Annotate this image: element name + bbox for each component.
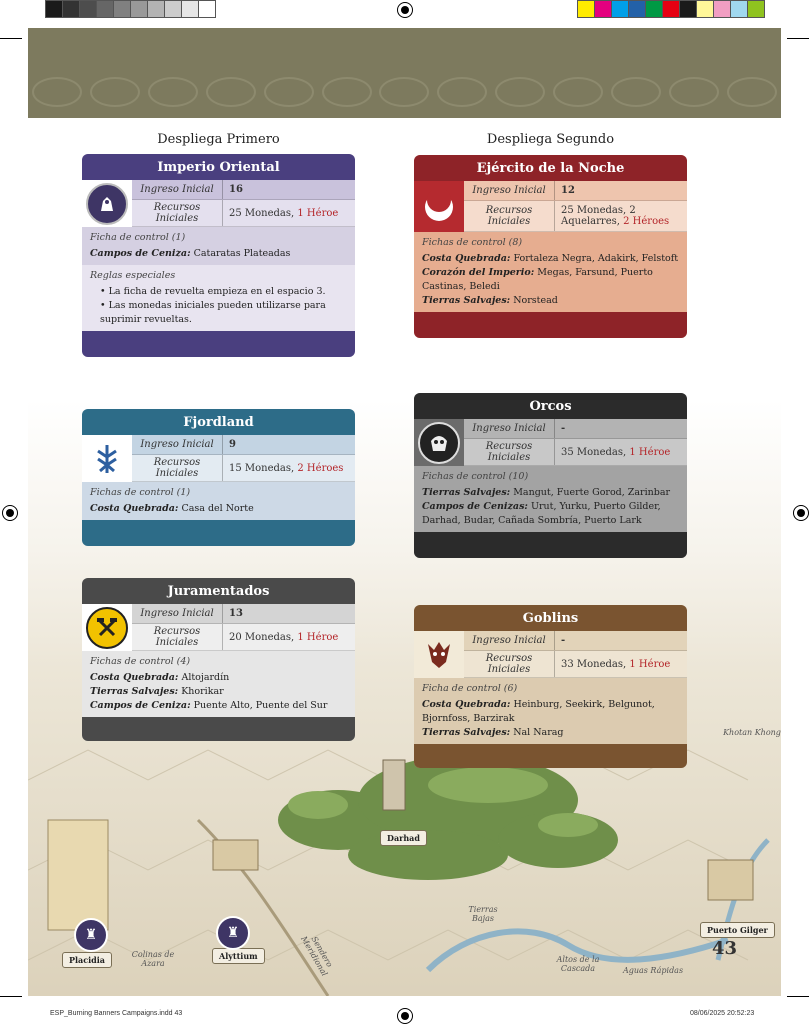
fichas-line: Tierras Salvajes: Norstead bbox=[422, 295, 558, 306]
fichas-heading: Ficha de control (6) bbox=[422, 683, 518, 694]
card-footer-pattern bbox=[414, 532, 687, 558]
color-swatch bbox=[577, 0, 595, 18]
town-alyttium: Alyttium bbox=[212, 948, 265, 964]
crop-mark bbox=[787, 996, 809, 997]
card-footer-pattern bbox=[414, 744, 687, 768]
recursos-label: Recursos Iniciales bbox=[153, 457, 201, 479]
ingreso-label: Ingreso Inicial bbox=[140, 184, 214, 195]
color-swatch bbox=[147, 0, 165, 18]
ingreso-value: 16 bbox=[222, 180, 355, 199]
color-swatch bbox=[45, 0, 63, 18]
color-swatch bbox=[130, 0, 148, 18]
faction-card-fjordland bbox=[82, 409, 355, 546]
fichas-line: Tierras Salvajes: Mangut, Fuerte Gorod, Zarinbar bbox=[422, 487, 671, 498]
color-swatch bbox=[628, 0, 646, 18]
card-footer-pattern bbox=[414, 312, 687, 338]
page-number: 43 bbox=[712, 938, 738, 959]
card-title: Imperio Oriental bbox=[82, 154, 355, 180]
fichas-line: Campos de Ceniza: Cataratas Plateadas bbox=[90, 248, 291, 259]
faction-card-imperio-oriental bbox=[82, 154, 355, 357]
color-swatch bbox=[645, 0, 663, 18]
footer-file: ESP_Burning Banners Campaigns.indd 43 bbox=[50, 1010, 183, 1017]
rule-item: • Las monedas iniciales pueden utilizarse para suprimir revueltas. bbox=[100, 299, 347, 327]
color-swatch-bar bbox=[578, 0, 765, 18]
color-swatch bbox=[679, 0, 697, 18]
emblem bbox=[414, 181, 464, 232]
color-swatch bbox=[164, 0, 182, 18]
color-swatch bbox=[747, 0, 765, 18]
card-footer-pattern bbox=[82, 717, 355, 741]
recursos-label: Recursos Iniciales bbox=[153, 626, 201, 648]
ingreso-value: - bbox=[554, 631, 687, 650]
fichas-line: Corazón del Imperio: Megas, Farsund, Puerto Castinas, Beledi bbox=[422, 267, 653, 292]
color-swatch bbox=[662, 0, 680, 18]
color-swatch bbox=[611, 0, 629, 18]
fichas-line: Campos de Cenizas: Urut, Yurku, Puerto Gilder, Darhad, Budar, Cañada Sombría, Puerto Lark bbox=[422, 501, 661, 526]
map-label-khotan: Khotan Khong bbox=[723, 728, 781, 737]
map-label-aguas: Aguas Rápidas bbox=[622, 966, 684, 975]
fichas-line: Costa Quebrada: Casa del Norte bbox=[90, 503, 254, 514]
reglas-heading: Reglas especiales bbox=[90, 270, 176, 281]
card-title: Ejército de la Noche bbox=[414, 155, 687, 181]
fichas-line: Costa Quebrada: Altojardín bbox=[90, 672, 230, 683]
faction-card-juramentados bbox=[82, 578, 355, 741]
ingreso-value: - bbox=[554, 419, 687, 438]
town-placidia: Placidia bbox=[62, 952, 112, 968]
crossed-hammers-icon bbox=[86, 607, 128, 649]
emblem bbox=[82, 435, 132, 482]
ingreso-label: Ingreso Inicial bbox=[472, 635, 546, 646]
ingreso-value: 9 bbox=[222, 435, 355, 454]
recursos-value: 35 Monedas, 1 Héroe bbox=[554, 439, 687, 465]
ingreso-label: Ingreso Inicial bbox=[140, 608, 214, 619]
fichas-line: Tierras Salvajes: Khorikar bbox=[90, 686, 224, 697]
recursos-label: Recursos Iniciales bbox=[485, 441, 533, 463]
celtic-knot-banner bbox=[28, 28, 781, 118]
emblem bbox=[414, 631, 464, 678]
color-swatch bbox=[113, 0, 131, 18]
registration-mark-left bbox=[2, 505, 18, 521]
color-swatch bbox=[79, 0, 97, 18]
ingreso-label: Ingreso Inicial bbox=[472, 423, 546, 434]
recursos-value: 15 Monedas, 2 Héroes bbox=[222, 455, 355, 481]
map-label-altos: Altos de la Cascada bbox=[556, 955, 600, 973]
recursos-value: 33 Monedas, 1 Héroe bbox=[554, 651, 687, 677]
fichas-heading: Fichas de control (1) bbox=[90, 487, 191, 498]
recursos-value: 20 Monedas, 1 Héroe bbox=[222, 624, 355, 650]
crop-mark bbox=[0, 38, 22, 39]
crop-mark bbox=[787, 38, 809, 39]
map-label-sendero: Sendero Meridional bbox=[299, 934, 335, 978]
crescent-moon-icon bbox=[420, 188, 458, 226]
registration-mark-bottom bbox=[397, 1008, 413, 1024]
ingreso-label: Ingreso Inicial bbox=[140, 439, 214, 450]
ingreso-label: Ingreso Inicial bbox=[472, 185, 546, 196]
fichas-heading: Fichas de control (8) bbox=[422, 237, 523, 248]
goblin-head-icon bbox=[420, 636, 458, 674]
color-swatch bbox=[713, 0, 731, 18]
fichas-line: Tierras Salvajes: Nal Narag bbox=[422, 727, 564, 738]
faction-card-goblins bbox=[414, 605, 687, 768]
lion-icon bbox=[86, 183, 128, 225]
color-swatch bbox=[181, 0, 199, 18]
faction-card-ejercito-de-la-noche bbox=[414, 155, 687, 338]
color-swatch bbox=[198, 0, 216, 18]
crop-mark bbox=[0, 996, 22, 997]
recursos-value: 25 Monedas, 2 Aquelarres, 2 Héroes bbox=[554, 201, 687, 231]
column-heading-right: Despliega Segundo bbox=[486, 132, 615, 147]
ingreso-value: 12 bbox=[554, 181, 687, 200]
column-heading-left: Despliega Primero bbox=[157, 132, 280, 147]
recursos-label: Recursos Iniciales bbox=[153, 202, 201, 224]
card-footer-pattern bbox=[82, 520, 355, 546]
emblem bbox=[82, 180, 132, 227]
faction-card-orcos bbox=[414, 393, 687, 558]
recursos-label: Recursos Iniciales bbox=[485, 653, 533, 675]
rule-item: • La ficha de revuelta empieza en el espacio 3. bbox=[100, 285, 347, 299]
fichas-heading: Fichas de control (10) bbox=[422, 471, 529, 482]
rune-icon bbox=[88, 440, 126, 478]
recursos-value: 25 Monedas, 1 Héroe bbox=[222, 200, 355, 226]
card-title: Orcos bbox=[414, 393, 687, 419]
lion-shield-icon: ♜ bbox=[74, 918, 108, 952]
town-puerto-gilger: Puerto Gilger bbox=[700, 922, 775, 938]
fichas-heading: Ficha de control (1) bbox=[90, 232, 186, 243]
emblem bbox=[82, 604, 132, 651]
fichas-line: Costa Quebrada: Fortaleza Negra, Adakirk, Felstoft bbox=[422, 253, 679, 264]
card-footer-pattern bbox=[82, 331, 355, 357]
registration-mark-top bbox=[397, 2, 413, 18]
fichas-heading: Fichas de control (4) bbox=[90, 656, 191, 667]
orc-skull-icon bbox=[418, 422, 460, 464]
color-swatch bbox=[730, 0, 748, 18]
lion-shield-icon: ♜ bbox=[216, 916, 250, 950]
emblem bbox=[414, 419, 464, 466]
color-swatch bbox=[594, 0, 612, 18]
footer-date: 08/06/2025 20:52:23 bbox=[690, 1010, 755, 1017]
color-swatch bbox=[62, 0, 80, 18]
map-label-colinas: Colinas de Azara bbox=[131, 950, 175, 968]
fichas-line: Costa Quebrada: Heinburg, Seekirk, Belgunot, Bjornfoss, Barzirak bbox=[422, 699, 655, 724]
town-darhad: Darhad bbox=[380, 830, 427, 846]
ingreso-value: 13 bbox=[222, 604, 355, 623]
gray-swatch-bar bbox=[46, 0, 216, 18]
color-swatch bbox=[696, 0, 714, 18]
fichas-line: Campos de Ceniza: Puente Alto, Puente del Sur bbox=[90, 700, 328, 711]
card-title: Fjordland bbox=[82, 409, 355, 435]
recursos-label: Recursos Iniciales bbox=[485, 205, 533, 227]
card-title: Goblins bbox=[414, 605, 687, 631]
registration-mark-right bbox=[793, 505, 809, 521]
map-label-tierras-bajas: Tierras Bajas bbox=[468, 905, 498, 923]
color-swatch bbox=[96, 0, 114, 18]
card-title: Juramentados bbox=[82, 578, 355, 604]
